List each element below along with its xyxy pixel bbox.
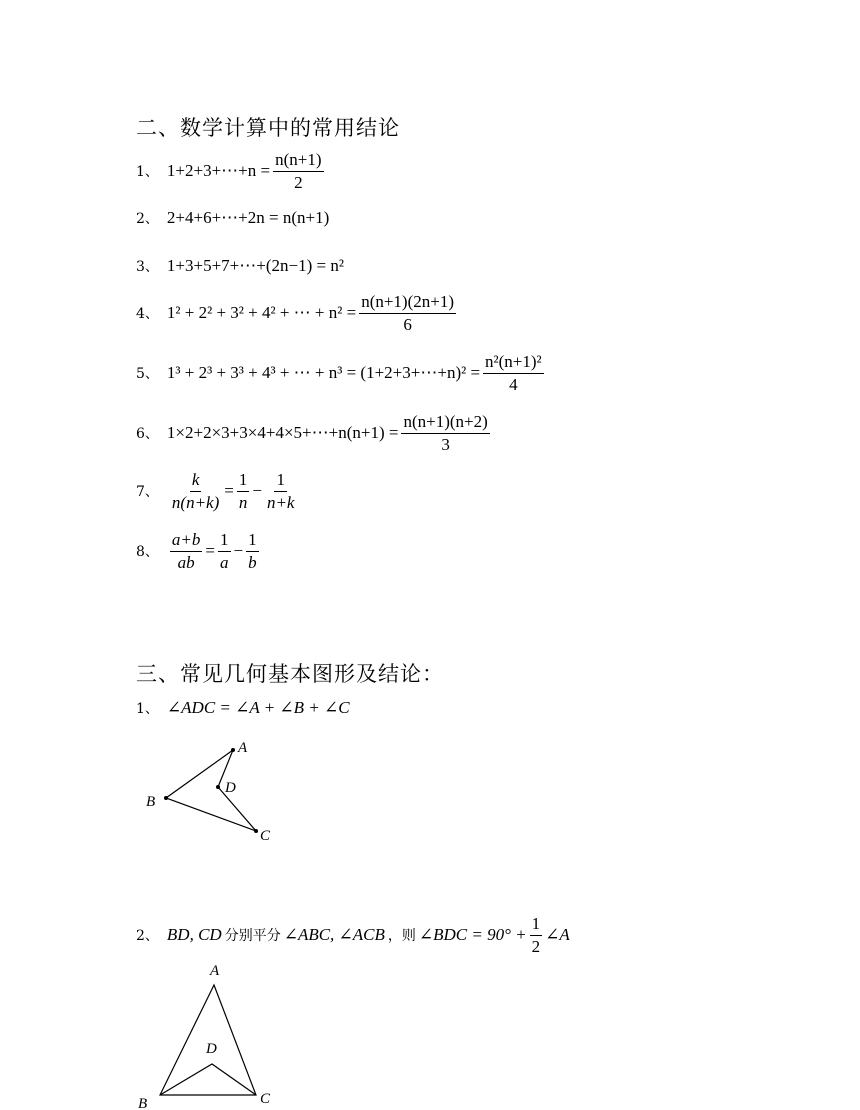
point-c	[254, 829, 258, 833]
label-c: C	[260, 828, 271, 844]
label-d: D	[206, 1041, 217, 1057]
equals-sign: =	[205, 541, 215, 561]
point-b	[164, 796, 168, 800]
geometry-2	[136, 914, 570, 956]
label-d: D	[225, 780, 236, 796]
numerator: n(n+1)(n+2)	[401, 412, 489, 434]
formula-4	[136, 292, 459, 334]
denominator: 3	[441, 434, 450, 454]
denominator: 2	[294, 172, 303, 192]
equals-sign: =	[224, 481, 234, 501]
denominator: ab	[177, 552, 195, 572]
fraction	[218, 530, 231, 572]
expr-part-a: BD, CD	[166, 925, 222, 945]
fraction	[170, 470, 221, 512]
fraction	[265, 470, 297, 512]
point-d	[216, 785, 220, 789]
denominator: n(n+k)	[171, 492, 220, 512]
expr-part-b: ∠ABC, ∠ACB	[283, 925, 385, 945]
denominator: n+k	[266, 492, 295, 512]
numerator: 1	[218, 530, 231, 552]
expr-text-bisect: 分别平分	[224, 928, 281, 945]
formula-expr: 1² + 2² + 3² + 4² + ⋯ + n² =	[166, 303, 357, 323]
label-c: C	[260, 1091, 271, 1107]
fraction	[359, 292, 456, 334]
numerator: 1	[274, 470, 287, 492]
formula-8	[136, 530, 262, 572]
fraction	[170, 530, 202, 572]
denominator: n	[238, 492, 248, 512]
denominator: 2	[531, 936, 541, 956]
expr-part-c: ∠BDC = 90° +	[418, 925, 527, 945]
formula-expr: 1+3+5+7+⋯+(2n−1) = n²	[166, 256, 344, 275]
fraction	[483, 352, 544, 394]
item-number: 1、	[136, 701, 159, 717]
label-a: A	[238, 740, 248, 756]
formula-1	[136, 150, 327, 192]
formula-2	[136, 208, 329, 228]
formula-5	[136, 352, 547, 394]
label-b: B	[138, 1096, 148, 1110]
item-number: 6、	[136, 426, 159, 443]
fraction	[401, 412, 489, 454]
item-number: 2、	[136, 211, 159, 227]
expr-text-then: ，则	[387, 928, 416, 945]
minus-sign: −	[233, 541, 244, 561]
label-b: B	[146, 794, 156, 810]
formula-7	[136, 470, 299, 512]
formula-expr: 1³ + 2³ + 3³ + 4³ + ⋯ + n³ = (1+2+3+⋯+n)² =	[166, 363, 481, 383]
denominator: a	[220, 552, 229, 572]
formula-expr: 2+4+6+⋯+2n = n(n+1)	[166, 208, 330, 227]
formula-3	[136, 256, 344, 276]
denominator: 6	[403, 314, 412, 334]
expr-part-d: ∠A	[545, 925, 570, 945]
formula-6	[136, 412, 493, 454]
fraction	[530, 914, 543, 956]
concave-quadrilateral-figure	[130, 730, 300, 850]
fraction	[246, 530, 259, 572]
numerator: 1	[237, 470, 250, 492]
numerator: n²(n+1)²	[483, 352, 544, 374]
label-a: A	[210, 963, 220, 979]
item-number: 4、	[136, 306, 159, 323]
bisector-lines	[160, 1064, 256, 1095]
point-a	[231, 748, 235, 752]
figure-outline	[166, 750, 256, 831]
formula-expr: 1×2+2×3+3×4+4×5+⋯+n(n+1) =	[166, 423, 399, 443]
geometry-1	[136, 698, 350, 718]
denominator: b	[248, 552, 257, 572]
item-number: 8、	[136, 544, 159, 561]
fraction	[237, 470, 250, 512]
section2-title: 二、数学计算中的常用结论	[136, 116, 400, 140]
numerator: 1	[246, 530, 259, 552]
item-number: 7、	[136, 484, 159, 501]
numerator: n(n+1)(2n+1)	[359, 292, 456, 314]
denominator: 4	[509, 374, 518, 394]
item-number: 5、	[136, 366, 159, 383]
item-number: 1、	[136, 164, 159, 181]
numerator: k	[190, 470, 202, 492]
formula-expr: 1+2+3+⋯+n =	[166, 161, 271, 181]
triangle-bisector-figure	[130, 955, 300, 1110]
formula-expr: ∠ADC = ∠A + ∠B + ∠C	[166, 698, 350, 717]
triangle-outline	[160, 985, 256, 1095]
numerator: 1	[530, 914, 543, 936]
item-number: 2、	[136, 928, 159, 945]
fraction	[273, 150, 323, 192]
section3-title: 三、常见几何基本图形及结论：	[136, 662, 444, 686]
numerator: a+b	[170, 530, 202, 552]
numerator: n(n+1)	[273, 150, 323, 172]
minus-sign: −	[252, 481, 262, 501]
item-number: 3、	[136, 259, 159, 275]
